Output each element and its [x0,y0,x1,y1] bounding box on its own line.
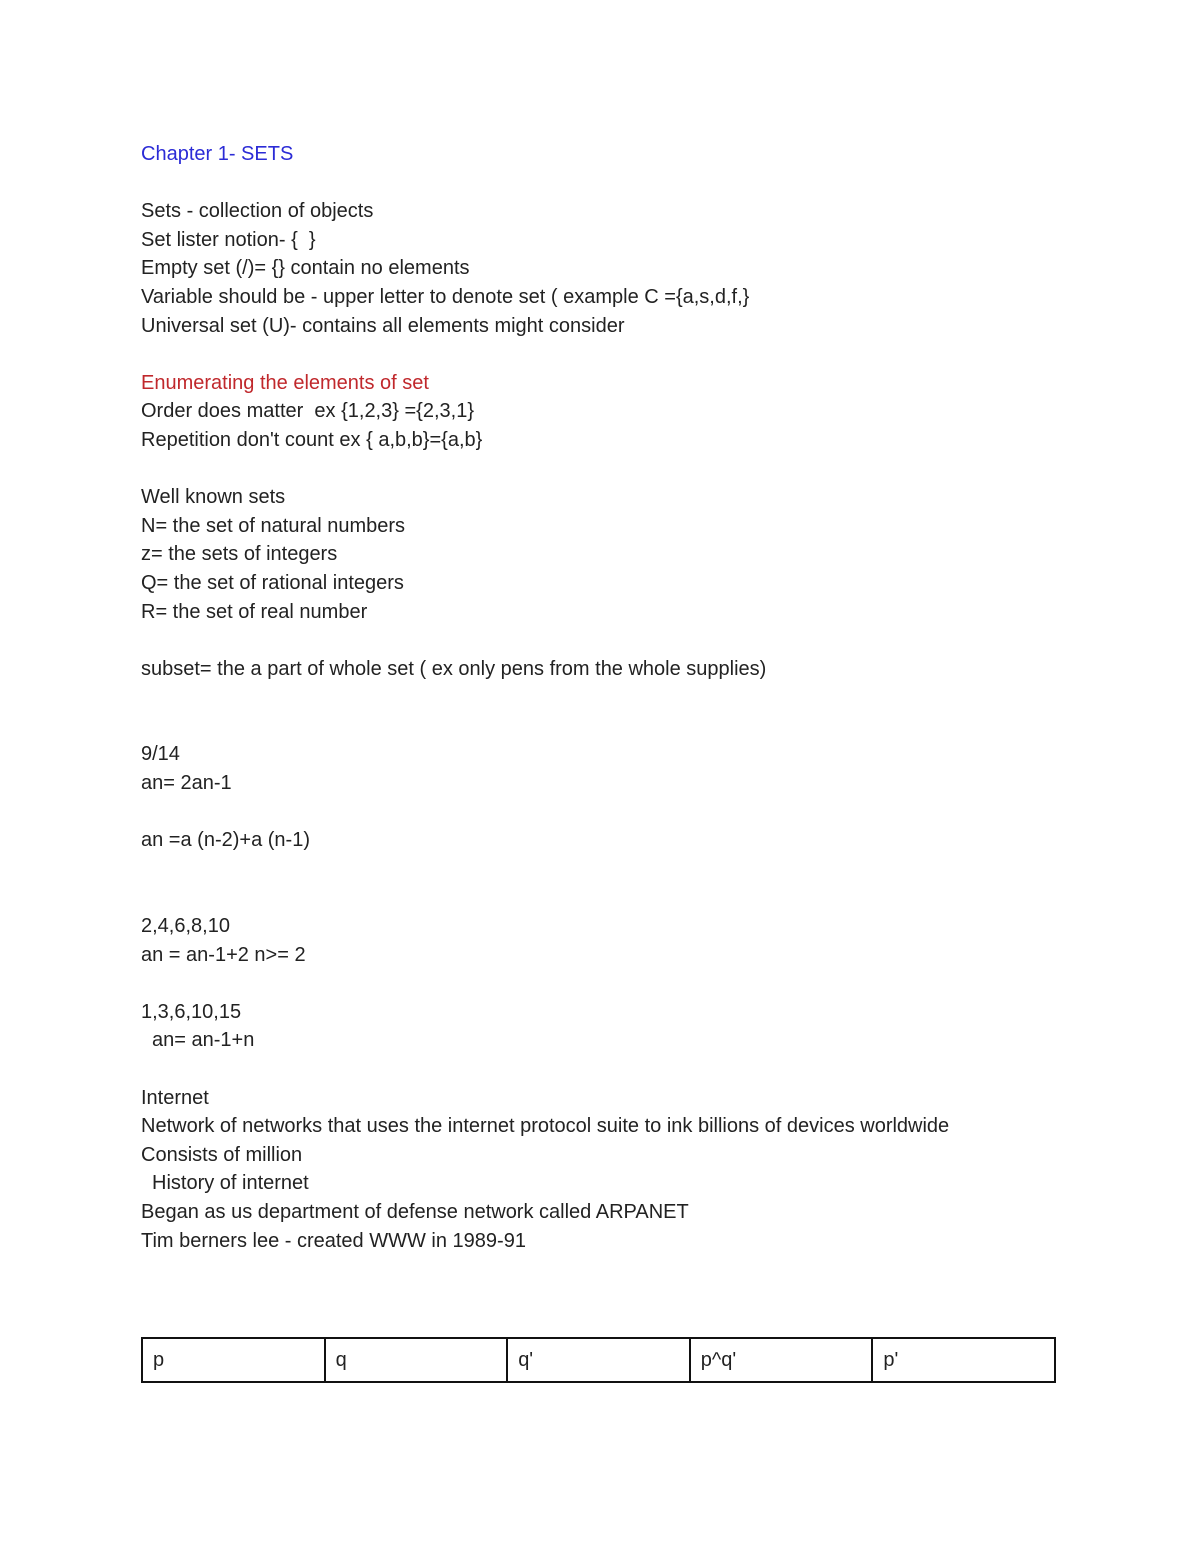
text-line: Universal set (U)- contains all elements might consider [141,314,625,337]
text-line: Set lister notion- { } [141,228,316,251]
blank-line [141,455,1056,484]
blank-line [141,340,1056,369]
blank-line [141,855,1056,884]
text-line: Tim berners lee - created WWW in 1989-91 [141,1229,526,1252]
text-line: an= an-1+n [152,1029,255,1052]
table-cell: p^q' [690,1338,873,1382]
text-line: N= the set of natural numbers [141,514,406,537]
text-line: Consists of million [141,1143,303,1166]
text-line: Sets - collection of objects [141,200,374,223]
table-cell: q' [507,1338,690,1382]
text-line: Well known sets [141,486,286,509]
section-heading: Enumerating the elements of set [141,371,429,394]
text-line: subset= the a part of whole set ( ex only pens from the whole supplies) [141,657,767,680]
text-line: Began as us department of defense network called ARPANET [141,1200,689,1223]
table-cell: p' [872,1338,1055,1382]
text-line: Empty set (/)= {} contain no elements [141,257,470,280]
text-line: Network of networks that uses the internet protocol suite to ink billions of devices worldwide [141,1115,950,1138]
text-line: an =a (n-2)+a (n-1) [141,829,310,852]
blank-line [141,683,1056,712]
text-line: R= the set of real number [141,600,368,623]
text-line: History of internet [152,1172,309,1195]
text-line: 2,4,6,8,10 [141,915,230,938]
chapter-title: Chapter 1- SETS [141,143,294,165]
text-line: Repetition don't count ex { a,b,b}={a,b} [141,428,483,451]
blank-line [141,883,1056,912]
text-line: an = an-1+2 n>= 2 [141,943,306,966]
text-line: Variable should be - upper letter to denote set ( example C ={a,s,d,f,} [141,285,750,308]
text-line: Q= the set of rational integers [141,571,404,594]
blank-line [141,969,1056,998]
blank-line [141,712,1056,741]
table-row [142,1338,1055,1382]
table-cell: q [325,1338,508,1382]
blank-line [141,626,1056,655]
text-line: an= 2an-1 [141,772,232,795]
text-line: z= the sets of integers [141,543,338,566]
text-line: Internet [141,1086,209,1109]
table-cell: p [142,1338,325,1382]
truth-table [141,1337,1056,1383]
text-line: Order does matter ex {1,2,3} ={2,3,1} [141,400,474,423]
document-body [141,140,1056,1255]
blank-line [141,169,1056,198]
blank-line [141,798,1056,827]
text-line: 1,3,6,10,15 [141,1000,242,1023]
blank-line [141,1055,1056,1084]
text-line: 9/14 [141,743,180,766]
